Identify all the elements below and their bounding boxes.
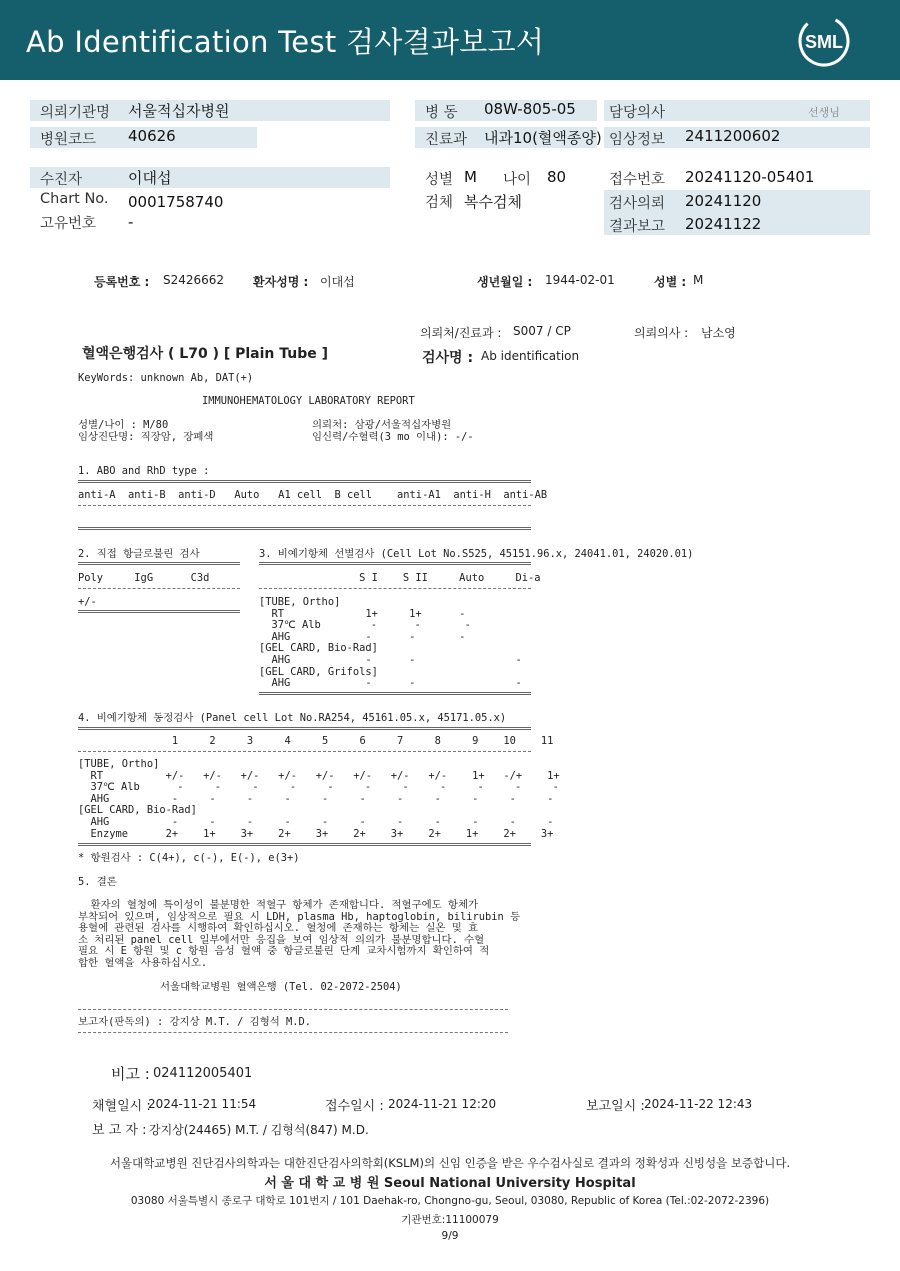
s4-row: Enzyme 2+ 1+ 3+ 2+ 3+ 2+ 3+ 2+ 1+ 2+ 3+ [78, 827, 554, 840]
keywords: KeyWords: unknown Ab, DAT(+) [78, 372, 254, 384]
receipt-label: 접수번호 [609, 172, 666, 188]
dept2-value: S007 / CP [513, 324, 571, 338]
conclusion-line: 소 처리된 panel cell 일부에서만 응집을 보여 임상적 의의가 불분명합니다. 수혈 [78, 933, 485, 946]
s4-row: RT +/- +/- +/- +/- +/- +/- +/- +/- 1+ -/+ 1+ [78, 769, 560, 782]
specimen-label: 검체 [425, 195, 454, 211]
s3-row: AHG - - - [259, 630, 466, 643]
test-value: Ab identification [481, 349, 580, 363]
doctor-label: 담당의사 [609, 105, 666, 121]
reporter2-label: 보 고 자 : [92, 1123, 147, 1138]
s4-header: 1 2 3 4 5 6 7 8 9 10 11 [78, 735, 554, 747]
receipt-value: 20241120-05401 [685, 168, 815, 186]
dept-label: 진료과 [425, 132, 468, 148]
report-date-label: 결과보고 [609, 219, 666, 235]
test-label: 검사명 : [422, 350, 474, 366]
reg-value: S2426662 [163, 273, 225, 287]
report-time-value: 2024-11-22 12:43 [644, 1097, 753, 1111]
footer-cert: 서울대학교병원 진단검사의학과는 대한진단검사의학회(KSLM)의 신임 인증을 받은 우수검사실로 결과의 정확성과 신빙성을 보증합니다. [109, 1156, 791, 1170]
divider [259, 692, 531, 695]
clinical-label: 임상정보 [609, 132, 666, 148]
divider [78, 562, 240, 565]
s3-title: 3. 비예기항체 선별검사 (Cell Lot No.S525, 45151.96.x, 24041.01, 24020.01) [259, 548, 694, 560]
req-date-label: 검사의뢰 [609, 196, 666, 212]
divider [78, 727, 531, 730]
pregnancy: 임신력/수혈력(3 mo 이내): -/- [312, 431, 474, 443]
bank-title: 혈액은행검사 ( L70 ) [ Plain Tube ] [82, 346, 329, 362]
s3-row: [GEL CARD, Grifols] [259, 665, 378, 678]
divider [78, 1009, 508, 1010]
divider [78, 843, 531, 846]
s1-header: anti-A anti-B anti-D Auto A1 cell B cell anti-A1 anti-H anti-AB [78, 489, 548, 501]
chart-value: 0001758740 [128, 193, 224, 211]
birth-label: 생년월일 : [477, 275, 533, 289]
s3-header: S I S II Auto Di-a [259, 572, 541, 584]
antigen-test: * 항원검사 : C(4+), c(-), E(-), e(3+) [78, 852, 300, 864]
conclusion-line: 필요 시 E 항원 및 c 항원 음성 혈액 중 항글로불린 단계 교차시험까지 확인하여 적 [78, 945, 490, 958]
s4-title: 4. 비예기항체 동정검사 (Panel cell Lot No.RA254, 45161.05.x, 45171.05.x) [78, 712, 507, 724]
divider [78, 610, 240, 613]
specimen-value: 복수검체 [464, 193, 522, 211]
uid-value: - [128, 213, 134, 231]
info-bar-patient [30, 167, 390, 188]
conclusion-line: 부착되어 있으며, 임상적으로 필요 시 LDH, plasma Hb, haptoglobin, bilirubin 등 [78, 910, 521, 923]
s4-row: [GEL CARD, Bio-Rad] [78, 804, 197, 817]
report-title: Ab Identification Test 검사결과보고서 [26, 25, 545, 59]
receipt-time-label: 접수일시 : [325, 1099, 384, 1114]
report-time-label: 보고일시 : [586, 1099, 645, 1114]
clinical-value: 2411200602 [685, 127, 781, 145]
footer-address: 03080 서울특별시 종로구 대학로 101번지 / 101 Daehak-ro, Chongno-gu, Seoul, 03080, Republic of Korea (Tel.:02-2072-2396) [130, 1195, 770, 1207]
s3-row: [GEL CARD, Bio-Rad] [259, 642, 378, 655]
uid-label: 고유번호 [40, 216, 97, 232]
s4-table [78, 759, 560, 840]
sexage: 성별/나이 : M/80 [78, 419, 169, 431]
sex2-value: M [693, 273, 704, 287]
receipt-time-value: 2024-11-21 12:20 [388, 1097, 497, 1111]
divider [259, 562, 531, 565]
svg-text:SML: SML [805, 32, 843, 52]
doctor2-label: 의뢰의사 : [634, 326, 689, 340]
footer-hospital: 서 울 대 학 교 병 원 Seoul National University Hospital [264, 1176, 636, 1191]
s3-row: [TUBE, Ortho] [259, 596, 341, 608]
report-date-value: 20241122 [685, 215, 762, 233]
remark-value: 024112005401 [153, 1066, 253, 1081]
chart-label: Chart No. [40, 191, 109, 207]
conclusion-line: 용혈에 관련된 검사를 시행하여 확인하십시오. 혈청에 존재하는 항체는 실온 및 효 [78, 922, 479, 935]
diagnosis: 임상진단명: 직장암, 장폐색 [78, 431, 214, 443]
req-date-value: 20241120 [685, 192, 762, 210]
bank-contact: 서울대학교병원 혈액은행 (Tel. 02-2072-2504) [160, 981, 402, 993]
s2-title: 2. 직접 항글로불린 검사 [78, 548, 200, 560]
s3-row: RT 1+ 1+ - [259, 607, 466, 620]
conclusion-line: 환자의 혈청에 특이성이 불분명한 적혈구 항체가 존재합니다. 적혈구에도 항체가 [78, 899, 479, 911]
sex-value: M [464, 168, 477, 186]
s4-row: 37℃ Alb - - - - - - - - - - - [78, 781, 559, 794]
s3-row: 37℃ Alb - - - [259, 619, 471, 632]
age-label: 나이 [503, 172, 532, 188]
refer: 의뢰처: 삼광/서울적십자병원 [312, 419, 452, 431]
collect-value: 2024-11-21 11:54 [148, 1097, 257, 1111]
birth-value: 1944-02-01 [545, 273, 615, 287]
divider [78, 505, 531, 506]
s3-row: AHG - - - [259, 653, 522, 666]
divider [78, 1032, 508, 1033]
conclusion [78, 900, 520, 970]
footer-org-no: 기관번호:11100079 [401, 1214, 499, 1226]
hosp-code-label: 병원코드 [40, 132, 97, 148]
s2-value: +/- [78, 596, 97, 608]
pname-value: 이대섭 [320, 275, 355, 289]
doctor-suffix: 선생님 [808, 106, 840, 119]
hosp-code-value: 40626 [128, 127, 176, 145]
s1-title: 1. ABO and RhD type : [78, 465, 210, 477]
dept-value: 내과10(혈액종양) [484, 129, 602, 147]
ward-value: 08W-805-05 [484, 100, 576, 118]
divider [78, 527, 531, 530]
age-value: 80 [547, 168, 567, 186]
divider [78, 588, 240, 589]
pname-label: 환자성명 : [253, 275, 309, 289]
s4-row: AHG - - - - - - - - - - - [78, 815, 554, 828]
sex2-label: 성별 : [654, 275, 687, 289]
doctor2-value: 남소영 [701, 326, 736, 340]
reporter2-value: 강지상(24465) M.T. / 김형석(847) M.D. [149, 1123, 369, 1137]
s3-row: AHG - - - [259, 677, 522, 690]
reporter-mono: 보고자(판독의) : 강지상 M.T. / 김형석 M.D. [78, 1016, 312, 1028]
sml-logo [796, 13, 852, 69]
s2-header: Poly IgG C3d [78, 572, 210, 584]
divider [78, 480, 531, 483]
divider [78, 751, 531, 752]
sex-label: 성별 [425, 172, 454, 188]
req-org-label: 의뢰기관명 [40, 105, 111, 121]
s3-table [259, 597, 522, 690]
lab-title: IMMUNOHEMATOLOGY LABORATORY REPORT [202, 395, 415, 407]
reg-label: 등록번호 : [94, 275, 150, 289]
conclusion-line: 합한 혈액을 사용하십시오. [78, 956, 208, 969]
divider [259, 588, 531, 589]
s4-row: [TUBE, Ortho] [78, 758, 160, 770]
req-org-value: 서울적십자병원 [128, 102, 230, 120]
ward-label: 병 동 [425, 105, 458, 121]
patient-label: 수진자 [40, 172, 83, 188]
dept2-label: 의뢰처/진료과 : [420, 326, 502, 340]
collect-label: 채혈일시 : [92, 1099, 151, 1114]
report-header [0, 0, 900, 80]
s5-title: 5. 결론 [78, 876, 117, 888]
patient-value: 이대섭 [128, 169, 172, 187]
s4-row: AHG - - - - - - - - - - - [78, 792, 554, 805]
page-number: 9/9 [441, 1230, 459, 1242]
remark-label: 비고 : [111, 1065, 150, 1083]
